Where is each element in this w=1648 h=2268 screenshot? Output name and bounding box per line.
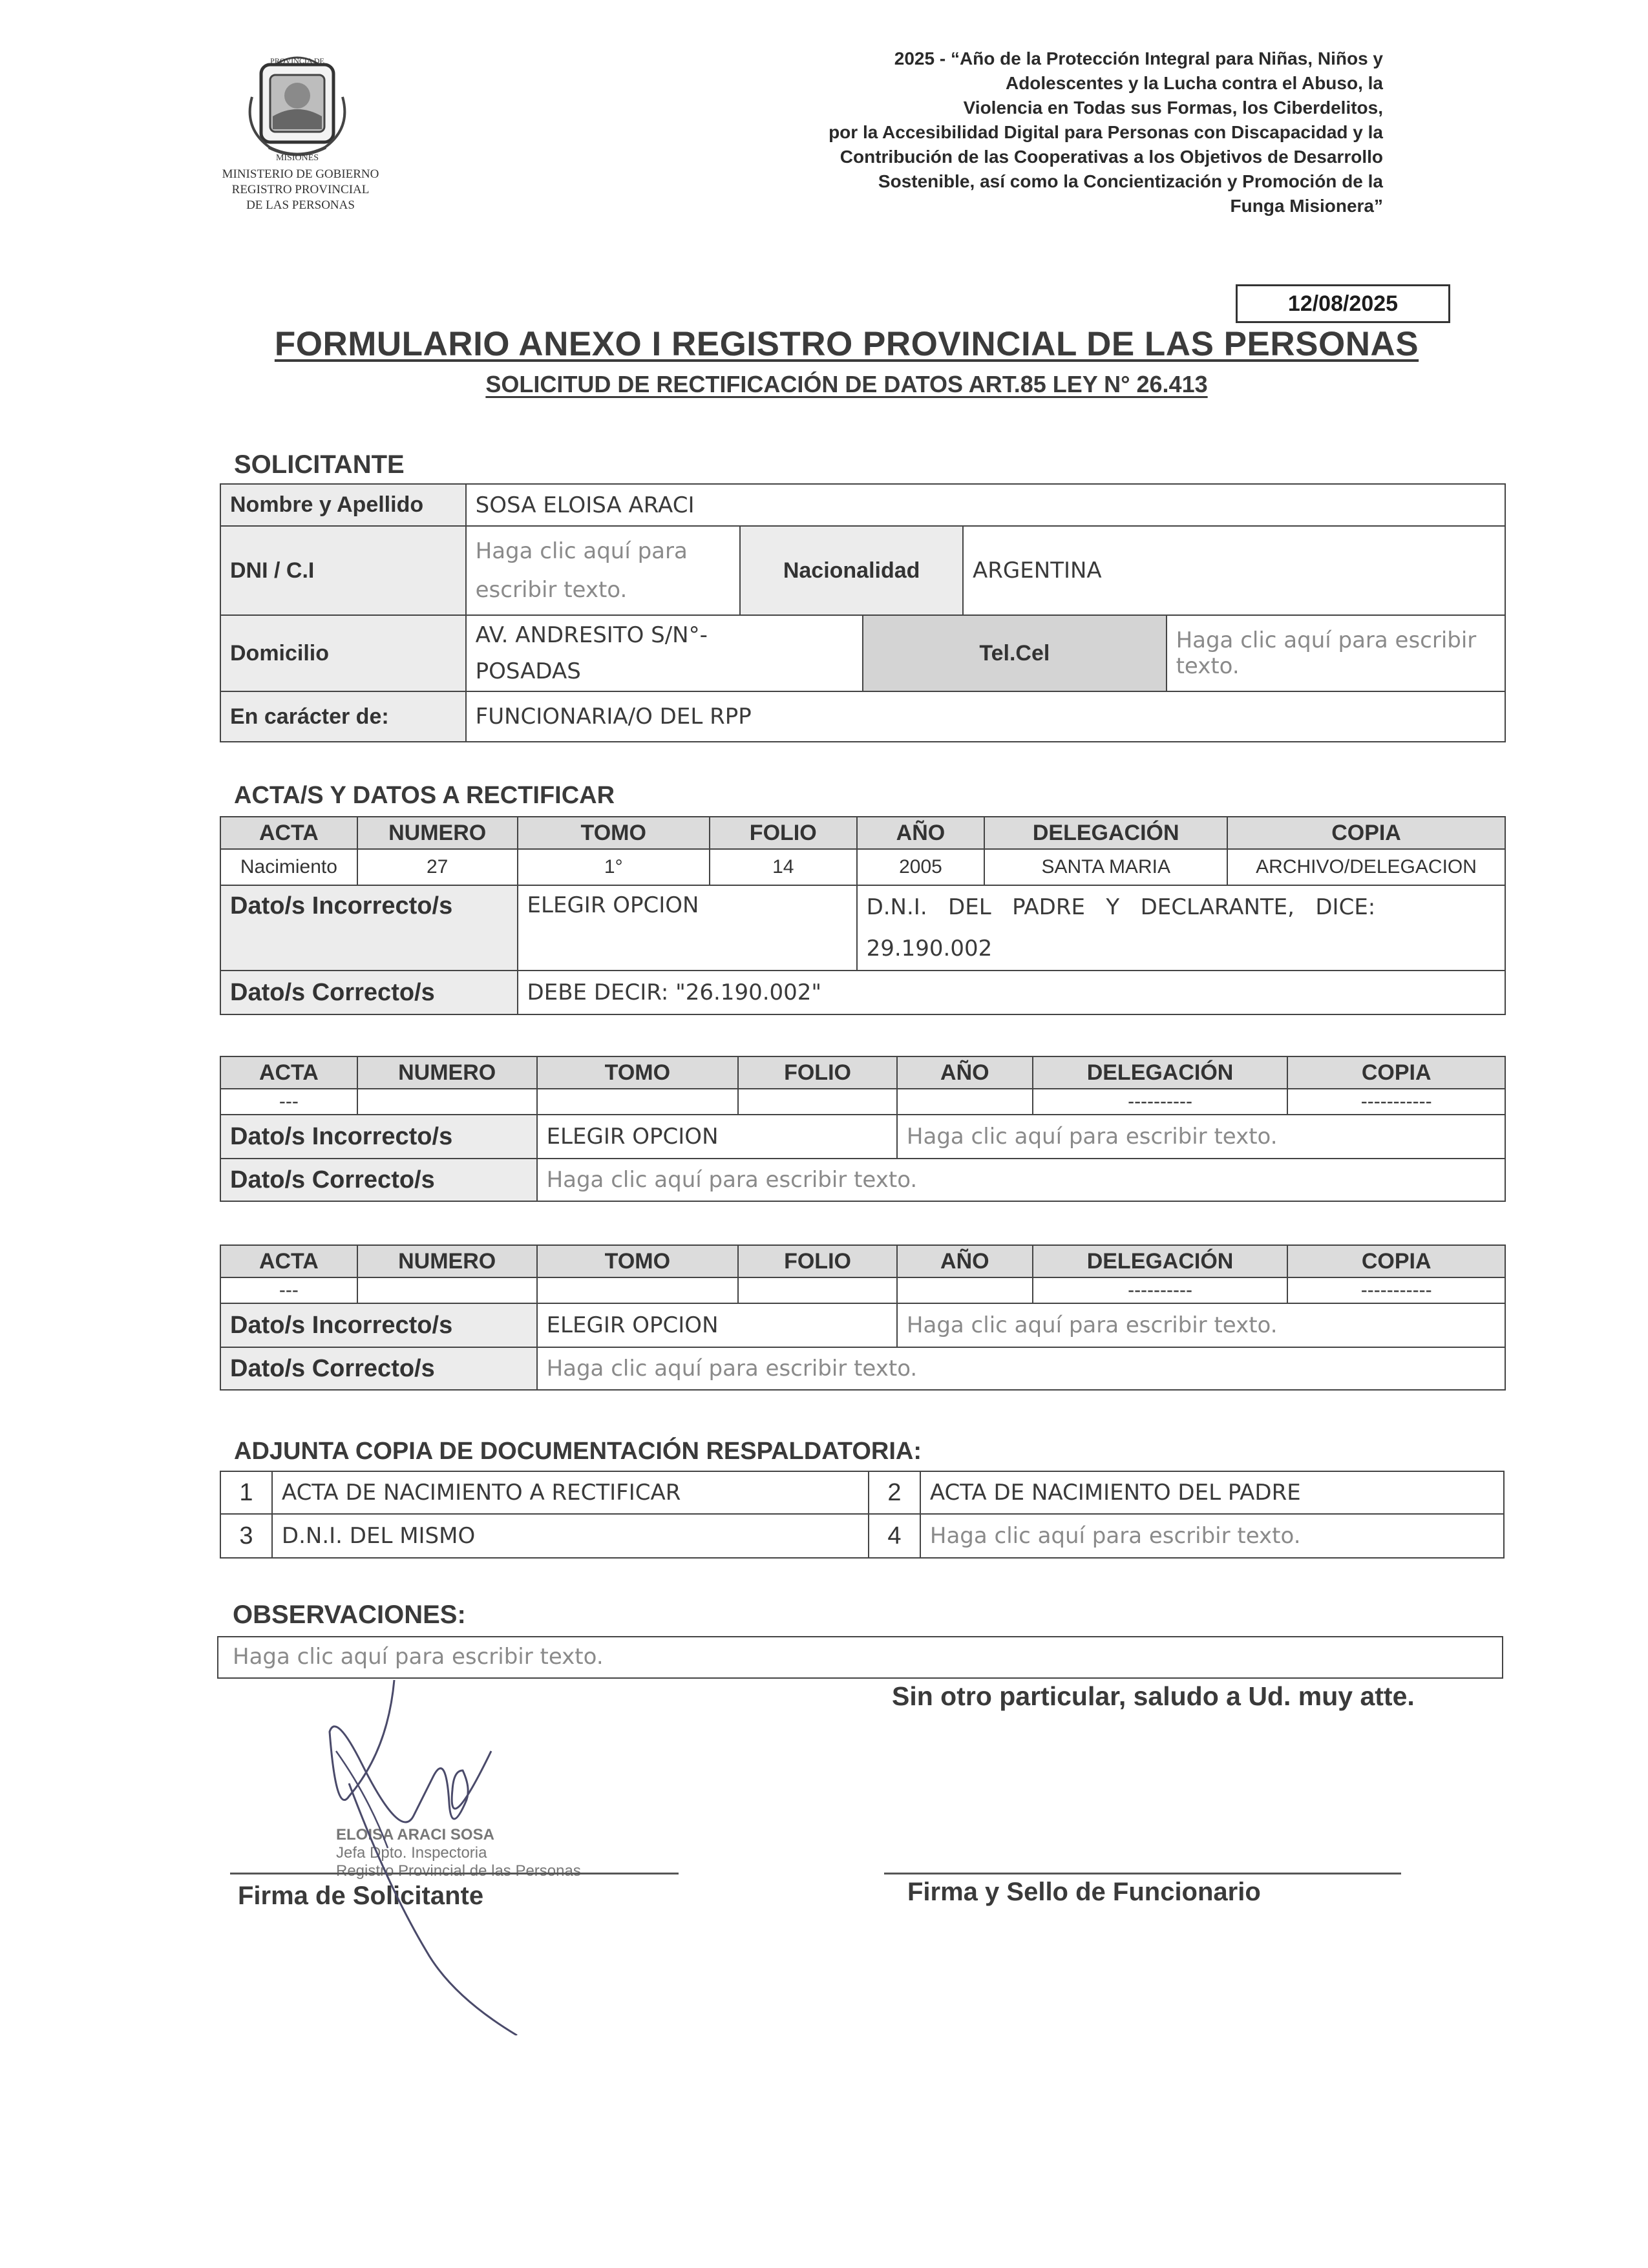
adjunta-item-1[interactable]: ACTA DE NACIMIENTO A RECTIFICAR <box>272 1471 869 1514</box>
col-folio: FOLIO <box>738 1056 897 1089</box>
motto-line: Adolescentes y la Lucha contra el Abuso, la <box>1005 73 1383 93</box>
col-tomo: TOMO <box>537 1056 739 1089</box>
item-number: 2 <box>869 1471 920 1514</box>
form-title <box>194 324 1499 364</box>
solicitante-heading: SOLICITANTE <box>234 450 405 479</box>
ministry-name <box>181 167 420 213</box>
motto-line: Violencia en Todas sus Formas, los Ciberdelitos, <box>963 98 1383 118</box>
incorrect-field[interactable] <box>857 885 1505 971</box>
col-numero: NUMERO <box>357 817 518 849</box>
delegacion-cell[interactable]: SANTA MARIA <box>984 849 1227 885</box>
stamp-line: ELOISA ARACI SOSA <box>336 1826 494 1843</box>
anio-cell[interactable]: 2005 <box>857 849 985 885</box>
correct-label: Dato/s Correcto/s <box>220 1347 537 1390</box>
year-motto <box>679 47 1383 218</box>
numero-cell[interactable] <box>357 1277 537 1303</box>
date-field[interactable]: 12/08/2025 <box>1236 284 1450 323</box>
col-acta: ACTA <box>220 1245 357 1277</box>
col-folio: FOLIO <box>710 817 857 849</box>
tomo-cell[interactable] <box>537 1277 739 1303</box>
observaciones-heading: OBSERVACIONES: <box>233 1601 466 1629</box>
adjunta-item-2[interactable]: ACTA DE NACIMIENTO DEL PADRE <box>920 1471 1504 1514</box>
col-acta: ACTA <box>220 1056 357 1089</box>
svg-text:MISIONES: MISIONES <box>275 153 319 163</box>
col-delegacion: DELEGACIÓN <box>984 817 1227 849</box>
svg-text:PROVINCIA DE: PROVINCIA DE <box>270 56 324 65</box>
copia-cell[interactable]: ARCHIVO/DELEGACION <box>1227 849 1505 885</box>
firma-solicitante-label: Firma de Solicitante <box>238 1882 484 1910</box>
col-anio: AÑO <box>897 1245 1033 1277</box>
option-dropdown[interactable]: ELEGIR OPCION <box>537 1115 897 1159</box>
correct-field[interactable]: DEBE DECIR: "26.190.002" <box>518 971 1505 1014</box>
ministry-line: MINISTERIO DE GOBIERNO <box>222 167 379 181</box>
col-copia: COPIA <box>1287 1056 1505 1089</box>
adjunta-table <box>220 1471 1505 1559</box>
anio-cell[interactable] <box>897 1089 1033 1115</box>
acta-cell[interactable]: --- <box>220 1277 357 1303</box>
col-delegacion: DELEGACIÓN <box>1033 1245 1288 1277</box>
incorrect-label: Dato/s Incorrecto/s <box>220 885 518 971</box>
nacionalidad-field[interactable]: ARGENTINA <box>963 526 1505 615</box>
acta-cell[interactable]: Nacimiento <box>220 849 357 885</box>
correct-field[interactable]: Haga clic aquí para escribir texto. <box>537 1159 1505 1201</box>
col-anio: AÑO <box>897 1056 1033 1089</box>
correct-label: Dato/s Correcto/s <box>220 1159 537 1201</box>
folio-cell[interactable]: 14 <box>710 849 857 885</box>
incorrect-line: D.N.I. DEL PADRE Y DECLARANTE, DICE: <box>866 894 1376 920</box>
item-number: 4 <box>869 1514 920 1558</box>
ministry-line: REGISTRO PROVINCIAL <box>231 183 370 196</box>
folio-cell[interactable] <box>738 1277 897 1303</box>
acta-cell[interactable]: --- <box>220 1089 357 1115</box>
acta-block-3 <box>220 1244 1506 1391</box>
delegacion-cell[interactable]: ---------- <box>1033 1089 1288 1115</box>
col-anio: AÑO <box>857 817 985 849</box>
form-subtitle-text: SOLICITUD DE RECTIFICACIÓN DE DATOS ART.85 LEY N° 26.413 <box>485 371 1208 397</box>
numero-cell[interactable] <box>357 1089 537 1115</box>
observaciones-field[interactable]: Haga clic aquí para escribir texto. <box>217 1636 1503 1679</box>
incorrect-label: Dato/s Incorrecto/s <box>220 1303 537 1347</box>
motto-line: Sostenible, así como la Concientización y Promoción de la <box>878 171 1383 191</box>
tomo-cell[interactable] <box>537 1089 739 1115</box>
caracter-field[interactable]: FUNCIONARIA/O DEL RPP <box>466 691 1505 742</box>
col-folio: FOLIO <box>738 1245 897 1277</box>
numero-cell[interactable]: 27 <box>357 849 518 885</box>
item-number: 3 <box>220 1514 272 1558</box>
domicilio-label: Domicilio <box>220 615 466 691</box>
nombre-label: Nombre y Apellido <box>220 484 466 526</box>
incorrect-field[interactable]: Haga clic aquí para escribir texto. <box>897 1115 1505 1159</box>
incorrect-line: 29.190.002 <box>866 936 993 961</box>
col-copia: COPIA <box>1227 817 1505 849</box>
option-dropdown[interactable]: ELEGIR OPCION <box>537 1303 897 1347</box>
item-number: 1 <box>220 1471 272 1514</box>
incorrect-field[interactable]: Haga clic aquí para escribir texto. <box>897 1303 1505 1347</box>
motto-line: 2025 - “Año de la Protección Integral para Niñas, Niños y <box>894 48 1383 68</box>
motto-line: por la Accesibilidad Digital para Personas con Discapacidad y la <box>829 122 1383 142</box>
acta-block-1 <box>220 816 1506 1015</box>
domicilio-line: POSADAS <box>475 658 581 684</box>
copia-cell[interactable]: ----------- <box>1287 1089 1505 1115</box>
incorrect-label: Dato/s Incorrecto/s <box>220 1115 537 1159</box>
nombre-field[interactable]: SOSA ELOISA ARACI <box>466 484 1505 526</box>
adjunta-item-4[interactable]: Haga clic aquí para escribir texto. <box>920 1514 1504 1558</box>
stamp-line: Registro Provincial de las Personas <box>336 1862 581 1880</box>
stamp-line: Jefa Dpto. Inspectoria <box>336 1844 487 1862</box>
domicilio-line: AV. ANDRESITO S/N°- <box>475 622 708 648</box>
option-dropdown[interactable]: ELEGIR OPCION <box>518 885 857 971</box>
acta-block-2 <box>220 1056 1506 1202</box>
col-numero: NUMERO <box>357 1056 537 1089</box>
motto-line: Contribución de las Cooperativas a los Objetivos de Desarrollo <box>840 147 1383 167</box>
col-acta: ACTA <box>220 817 357 849</box>
solicitante-table <box>220 483 1506 742</box>
tel-label: Tel.Cel <box>863 615 1166 691</box>
correct-field[interactable]: Haga clic aquí para escribir texto. <box>537 1347 1505 1390</box>
dni-placeholder-line: Haga clic aquí para <box>475 538 688 564</box>
handwritten-signature <box>310 1674 543 2035</box>
col-numero: NUMERO <box>357 1245 537 1277</box>
actas-heading: ACTA/S Y DATOS A RECTIFICAR <box>234 782 615 809</box>
tomo-cell[interactable]: 1° <box>518 849 710 885</box>
dni-placeholder-line: escribir texto. <box>475 577 628 603</box>
closing-text: Sin otro particular, saludo a Ud. muy atte. <box>892 1681 1415 1711</box>
col-copia: COPIA <box>1287 1245 1505 1277</box>
dni-field[interactable] <box>466 526 741 615</box>
col-tomo: TOMO <box>518 817 710 849</box>
adjunta-item-3[interactable]: D.N.I. DEL MISMO <box>272 1514 869 1558</box>
delegacion-cell[interactable]: ---------- <box>1033 1277 1288 1303</box>
form-title-text: FORMULARIO ANEXO I REGISTRO PROVINCIAL DE LAS PERSONAS <box>274 325 1419 363</box>
ministry-line: DE LAS PERSONAS <box>246 198 355 212</box>
domicilio-field[interactable] <box>466 615 863 691</box>
nacionalidad-label: Nacionalidad <box>740 526 963 615</box>
signature-line-funcionario <box>884 1873 1401 1874</box>
anio-cell[interactable] <box>897 1277 1033 1303</box>
form-subtitle <box>388 371 1305 398</box>
folio-cell[interactable] <box>738 1089 897 1115</box>
provincial-crest-logo <box>233 45 362 168</box>
correct-label: Dato/s Correcto/s <box>220 971 518 1014</box>
adjunta-heading: ADJUNTA COPIA DE DOCUMENTACIÓN RESPALDATORIA: <box>234 1438 922 1465</box>
tel-field[interactable]: Haga clic aquí para escribir texto. <box>1167 615 1505 691</box>
firma-funcionario-label: Firma y Sello de Funcionario <box>907 1878 1261 1906</box>
col-tomo: TOMO <box>537 1245 739 1277</box>
copia-cell[interactable]: ----------- <box>1287 1277 1505 1303</box>
caracter-label: En carácter de: <box>220 691 466 742</box>
dni-label: DNI / C.I <box>220 526 466 615</box>
motto-line: Funga Misionera” <box>1230 196 1383 216</box>
col-delegacion: DELEGACIÓN <box>1033 1056 1288 1089</box>
